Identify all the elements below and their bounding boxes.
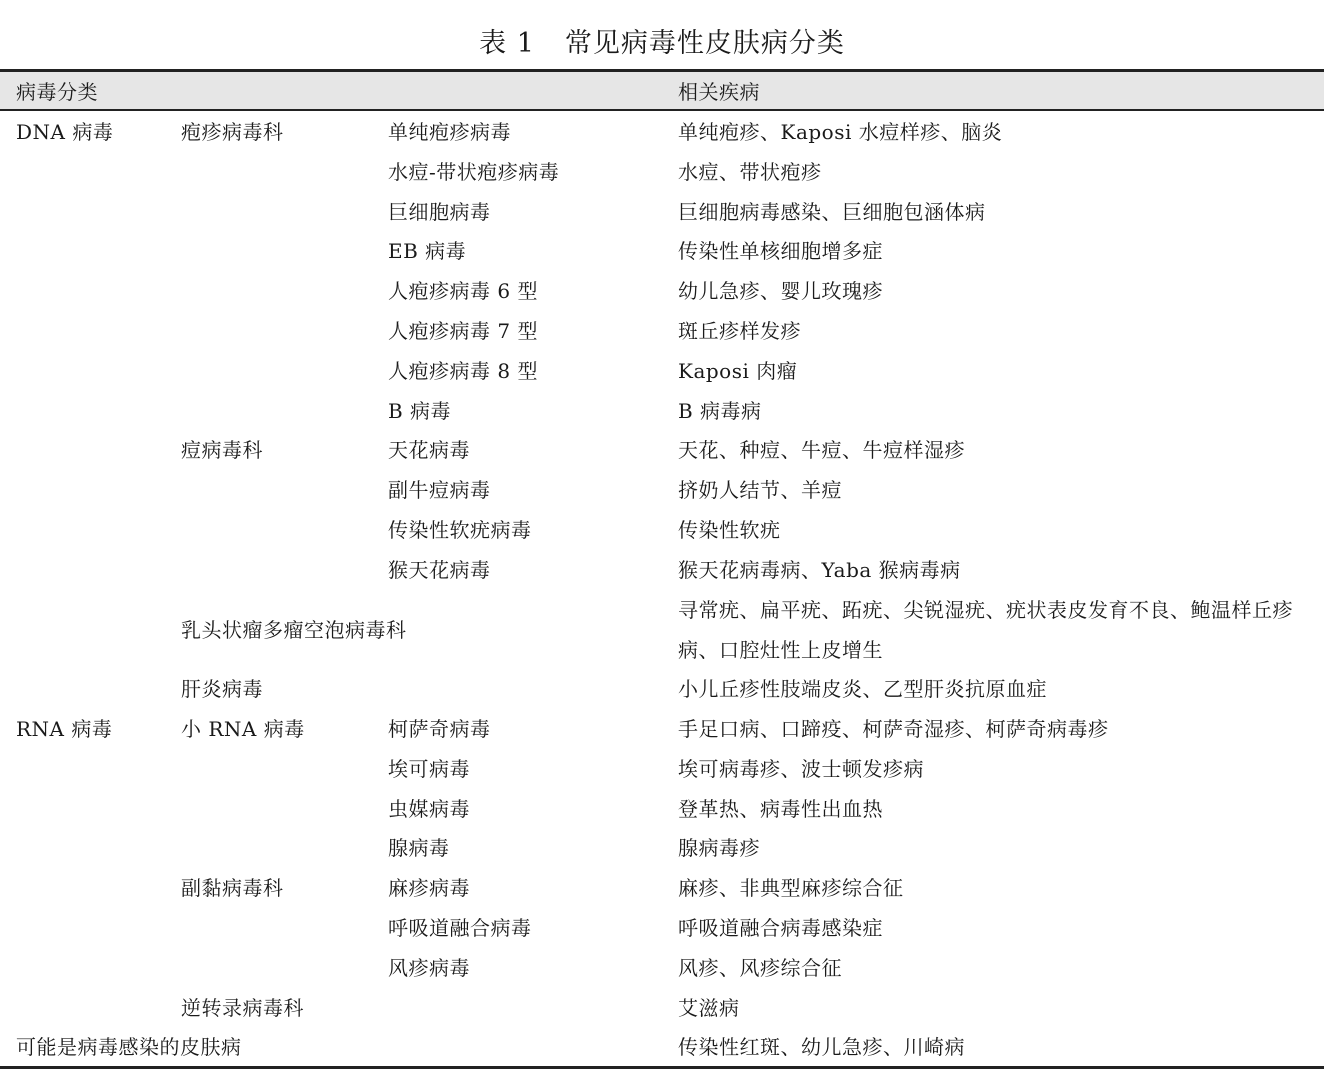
- cell-family: 痘病毒科: [181, 438, 263, 463]
- cell-group: DNA 病毒: [16, 120, 114, 144]
- cell-virus: 腺病毒: [388, 836, 450, 861]
- cell-family: 小 RNA 病毒: [181, 717, 305, 741]
- cell-family: 乳头状瘤多瘤空泡病毒科: [181, 617, 407, 642]
- cell-diseases: 埃可病毒疹、波士顿发疹病: [678, 756, 924, 781]
- cell-diseases: 登革热、病毒性出血热: [678, 796, 883, 821]
- table-header-band: [0, 72, 1324, 109]
- header-diseases: 相关疾病: [678, 80, 760, 104]
- cell-virus: 副牛痘病毒: [388, 478, 491, 503]
- cell-virus: 天花病毒: [388, 438, 470, 463]
- cell-diseases: 麻疹、非典型麻疹综合征: [678, 876, 904, 901]
- cell-family: 副黏病毒科: [181, 876, 284, 901]
- cell-virus: 柯萨奇病毒: [388, 717, 491, 741]
- cell-family: 逆转录病毒科: [181, 995, 304, 1020]
- cell-diseases: 艾滋病: [678, 995, 740, 1020]
- cell-diseases: 斑丘疹样发疹: [678, 319, 801, 343]
- table-header-rule: [0, 109, 1324, 111]
- cell-virus: 猴天花病毒: [388, 557, 491, 582]
- cell-diseases: 猴天花病毒病、Yaba 猴病毒病: [678, 557, 961, 582]
- cell-virus: 虫媒病毒: [388, 796, 470, 821]
- cell-virus: 呼吸道融合病毒: [388, 916, 532, 940]
- cell-group: RNA 病毒: [16, 717, 113, 741]
- cell-diseases: B 病毒病: [678, 398, 762, 423]
- cell-diseases: 小儿丘疹性肢端皮炎、乙型肝炎抗原血症: [678, 677, 1047, 702]
- cell-diseases: 巨细胞病毒感染、巨细胞包涵体病: [678, 199, 986, 224]
- cell-diseases: 天花、种痘、牛痘、牛痘样湿疹: [678, 438, 965, 463]
- table-caption-title: 常见病毒性皮肤病分类: [564, 28, 845, 59]
- cell-virus: B 病毒: [388, 398, 452, 423]
- cell-virus: 风疹病毒: [388, 955, 470, 980]
- cell-virus: EB 病毒: [388, 239, 467, 264]
- cell-diseases: 单纯疱疹、Kaposi 水痘样疹、脑炎: [678, 120, 1003, 144]
- cell-diseases: 寻常疣、扁平疣、跖疣、尖锐湿疣、疣状表皮发育不良、鲍温样丘疹病、口腔灶性上皮增生: [678, 597, 1293, 662]
- cell-diseases: 腺病毒疹: [678, 836, 760, 861]
- cell-diseases: 挤奶人结节、羊痘: [678, 478, 842, 503]
- cell-virus: 水痘-带状疱疹病毒: [388, 159, 560, 184]
- cell-diseases: 手足口病、口蹄疫、柯萨奇湿疹、柯萨奇病毒疹: [678, 717, 1109, 741]
- cell-diseases: 幼儿急疹、婴儿玫瑰疹: [678, 279, 883, 304]
- cell-virus: 人疱疹病毒 7 型: [388, 319, 538, 343]
- cell-diseases: 风疹、风疹综合征: [678, 955, 842, 980]
- cell-virus: 传染性软疣病毒: [388, 518, 532, 542]
- cell-virus: 埃可病毒: [388, 756, 470, 781]
- table-bottom-rule: [0, 1066, 1324, 1069]
- table-caption: [0, 22, 1324, 66]
- cell-virus: 麻疹病毒: [388, 876, 470, 901]
- cell-group: 可能是病毒感染的皮肤病: [16, 1035, 242, 1060]
- cell-family: 疱疹病毒科: [181, 120, 284, 144]
- cell-diseases: 水痘、带状疱疹: [678, 159, 822, 184]
- header-classification: 病毒分类: [16, 80, 98, 104]
- cell-virus: 人疱疹病毒 8 型: [388, 358, 538, 383]
- table-caption-number: 表 1: [479, 28, 535, 59]
- cell-virus: 单纯疱疹病毒: [388, 120, 511, 144]
- cell-diseases: 呼吸道融合病毒感染症: [678, 916, 883, 940]
- cell-diseases: 传染性单核细胞增多症: [678, 239, 883, 264]
- cell-diseases: 传染性软疣: [678, 518, 781, 542]
- cell-diseases: 传染性红斑、幼儿急疹、川崎病: [678, 1035, 965, 1060]
- cell-diseases: Kaposi 肉瘤: [678, 358, 798, 383]
- cell-virus: 人疱疹病毒 6 型: [388, 279, 538, 304]
- cell-family: 肝炎病毒: [181, 677, 263, 702]
- cell-virus: 巨细胞病毒: [388, 199, 491, 224]
